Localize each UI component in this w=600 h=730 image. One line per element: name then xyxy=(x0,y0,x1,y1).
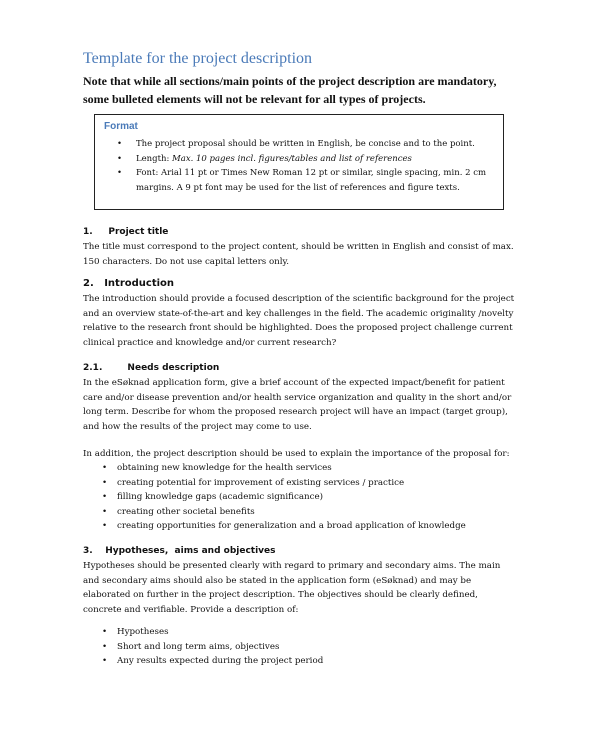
document-title: Template for the project description xyxy=(83,50,313,67)
bullet-icon: • xyxy=(102,627,108,637)
list-item: • creating opportunities for generalization and a broad application of knowledge xyxy=(83,519,523,534)
section-heading-hypotheses: 3. Hypotheses, aims and objectives xyxy=(83,546,276,556)
list-item: • Short and long term aims, objectives xyxy=(83,640,523,655)
section-body-project-title: The title must correspond to the project content, should be written in English and consist of max. 150 characters. Do not use capital letters only. xyxy=(83,242,514,267)
format-box xyxy=(94,114,504,210)
section-body-needs-2: In addition, the project description should be used to explain the importance of the proposal for: xyxy=(83,449,510,459)
bullet-icon: • xyxy=(102,463,108,473)
intro-note: Note that while all sections/main points of the project description are mandatory, some bulleted elements will not be relevant for all types of projects. xyxy=(83,74,497,106)
format-item xyxy=(95,166,491,195)
bullet-icon: • xyxy=(102,641,108,652)
bullet-icon: • xyxy=(117,139,123,149)
section-body-needs: In the eSøknad application form, give a brief account of the expected impact/benefit for patient care and/or disease prevention and/or health service organization and quality in the short and/or long term. Describe for whom the proposed research project will have an impact (target group), and how the results of the project may come to use. xyxy=(83,378,512,432)
format-list xyxy=(95,137,505,195)
format-item-label: Length: xyxy=(136,153,173,164)
bullet-icon: • xyxy=(117,153,123,164)
section-heading-introduction: 2. Introduction xyxy=(83,278,175,289)
list-item: • filling knowledge gaps (academic significance) xyxy=(83,490,523,505)
format-item-italic: Max. 10 pages incl. figures/tables and list of references xyxy=(172,153,412,164)
section-heading-project-title: 1. Project title xyxy=(83,227,169,237)
format-item-text: The project proposal should be written in English, be concise and to the point. xyxy=(136,139,475,149)
format-item-text: Font: Arial 11 pt or Times New Roman 12 pt or similar, single spacing, min. 2 cm margins. A 9 pt font may be used for the list of references and figure texts. xyxy=(136,168,487,193)
section-heading-needs: 2.1. Needs description xyxy=(83,363,220,373)
list-item: • obtaining new knowledge for the health services xyxy=(83,461,523,476)
bullet-icon: • xyxy=(102,506,108,517)
bullet-icon: • xyxy=(102,656,108,666)
list-item: • Any results expected during the project period xyxy=(83,654,523,669)
list-item: • Hypotheses xyxy=(83,625,523,640)
format-item xyxy=(95,152,491,167)
format-item xyxy=(95,137,491,152)
format-title: Format xyxy=(104,121,138,132)
hypotheses-bullet-list xyxy=(83,625,523,669)
section-body-introduction: The introduction should provide a focused description of the scientific background for the project and an overview state-of-the-art and key challenges in the field. The academic originality /novelty relative to the research front should be highlighted. Does the proposed project challenge current clinical practice and knowledge and/or current research? xyxy=(83,294,515,348)
bullet-icon: • xyxy=(117,168,123,178)
list-item: • creating other societal benefits xyxy=(83,505,523,520)
list-item: • creating potential for improvement of existing services / practice xyxy=(83,476,523,491)
bullet-icon: • xyxy=(102,492,108,502)
section-body-hypotheses: Hypotheses should be presented clearly with regard to primary and secondary aims. The main and secondary aims should also be stated in the application form (eSøknad) and may be elaborated on further in the project description. The objectives should be clearly defined, concrete and verifiable. Provide a description of: xyxy=(83,561,501,615)
bullet-icon: • xyxy=(102,521,108,531)
bullet-icon: • xyxy=(102,477,108,488)
needs-bullet-list xyxy=(83,461,523,534)
